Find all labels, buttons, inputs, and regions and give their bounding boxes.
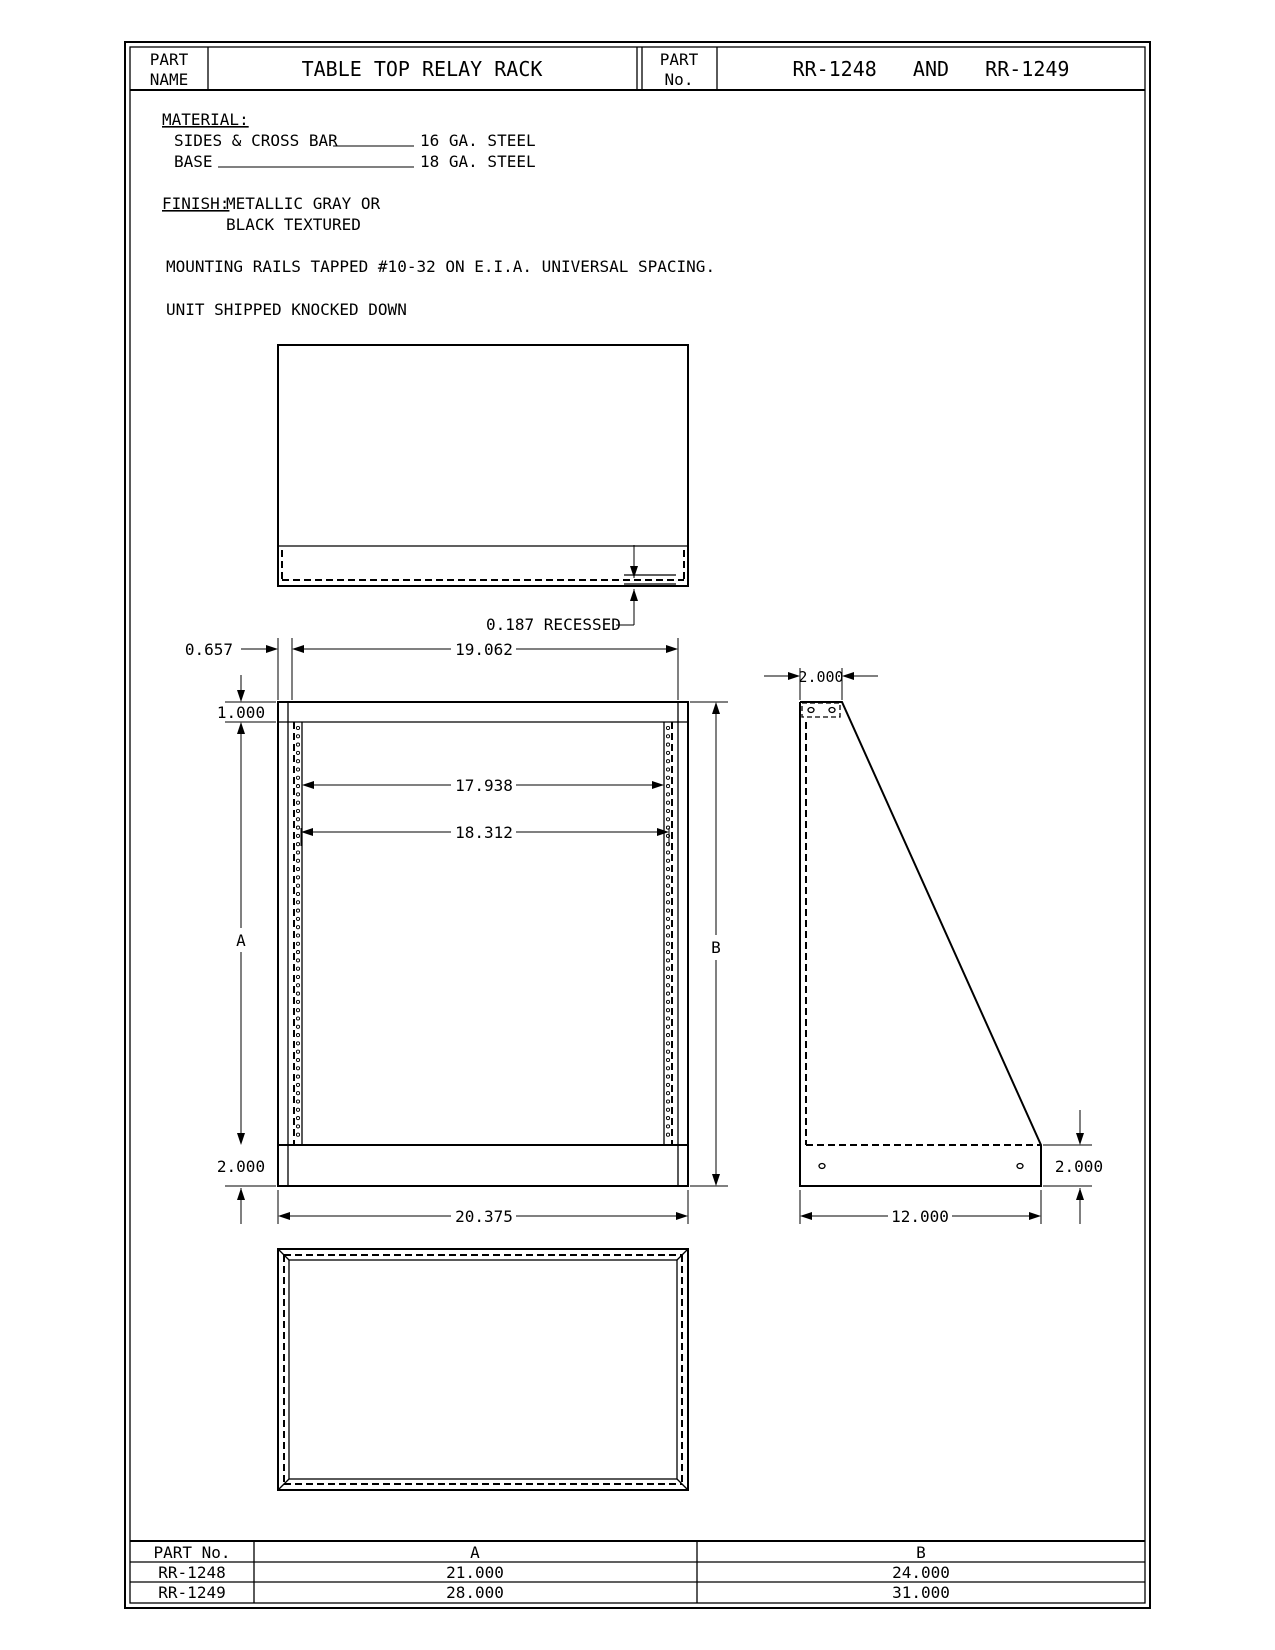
rail-hole [296, 776, 299, 779]
rail-hole [296, 1042, 299, 1045]
rail-hole [296, 809, 299, 812]
rail-hole [666, 809, 669, 812]
rail-hole [296, 735, 299, 738]
rail-hole [666, 884, 669, 887]
rail-hole [666, 859, 669, 862]
title-block [130, 47, 1145, 90]
table-row-1-b: 24.000 [892, 1563, 950, 1582]
rail-hole [296, 959, 299, 962]
rail-hole [296, 751, 299, 754]
rail-hole [296, 826, 299, 829]
rail-hole [296, 1100, 299, 1103]
rail-hole [296, 942, 299, 945]
side-view [764, 668, 1103, 1226]
top-view [278, 345, 688, 634]
rail-hole [666, 1092, 669, 1095]
rail-center-dimension: 18.312 [455, 823, 513, 842]
side-bottom-height-dimension: 2.000 [1054, 1157, 1104, 1176]
rail-hole [296, 1000, 299, 1003]
table-row-2-part: RR-1249 [158, 1583, 226, 1602]
rail-hole [296, 1034, 299, 1037]
rail-hole [296, 768, 299, 771]
part-no-label-2: No. [664, 70, 694, 89]
material-value-1: 16 GA. STEEL [420, 131, 536, 150]
inner-border [130, 47, 1145, 1603]
rail-hole [296, 785, 299, 788]
rail-hole [666, 726, 669, 729]
rail-hole [666, 793, 669, 796]
rail-hole [666, 934, 669, 937]
rail-hole [666, 901, 669, 904]
material-item-1: SIDES & CROSS BAR [174, 131, 338, 150]
rail-hole [666, 1025, 669, 1028]
rail-hole [666, 851, 669, 854]
top-width-dimension: 19.062 [455, 640, 513, 659]
part-name-label-2: NAME [149, 70, 189, 89]
rail-hole [296, 1009, 299, 1012]
rail-hole [666, 735, 669, 738]
rail-hole [296, 1058, 299, 1061]
rail-hole [666, 743, 669, 746]
table-header-b: B [916, 1543, 926, 1562]
offset-dimension: 0.657 [184, 640, 233, 659]
bottom-height-dimension: 2.000 [216, 1157, 266, 1176]
rail-hole [666, 1125, 669, 1128]
side-depth-dimension: 12.000 [891, 1207, 949, 1226]
rail-hole [296, 726, 299, 729]
rail-hole [296, 975, 299, 978]
table-row-1-a: 21.000 [446, 1563, 504, 1582]
rail-hole [296, 1117, 299, 1120]
rail-hole [666, 909, 669, 912]
rail-hole [666, 967, 669, 970]
rail-hole [296, 818, 299, 821]
rail-hole [666, 1058, 669, 1061]
rail-hole [666, 892, 669, 895]
rail-hole [666, 992, 669, 995]
rail-hole [296, 934, 299, 937]
finish-line-2: BLACK TEXTURED [226, 215, 361, 234]
mounting-note: MOUNTING RAILS TAPPED #10-32 ON E.I.A. UNIVERSAL SPACING. [166, 257, 716, 276]
rail-hole [666, 1050, 669, 1053]
rail-hole [666, 942, 669, 945]
rail-hole [296, 851, 299, 854]
rail-hole [296, 1083, 299, 1086]
shipping-note: UNIT SHIPPED KNOCKED DOWN [166, 300, 407, 319]
rail-hole [296, 967, 299, 970]
rail-hole [666, 1042, 669, 1045]
rail-hole [296, 1050, 299, 1053]
material-value-2: 18 GA. STEEL [420, 152, 536, 171]
rail-hole [666, 1067, 669, 1070]
bottom-view [278, 1249, 688, 1490]
rail-hole [666, 818, 669, 821]
table-row-2-a: 28.000 [446, 1583, 504, 1602]
rail-hole [296, 834, 299, 837]
left-rail-holes [296, 726, 299, 1136]
rail-hole [296, 901, 299, 904]
rail-hole [666, 1108, 669, 1111]
rail-hole [666, 785, 669, 788]
rail-inner-dimension: 17.938 [455, 776, 513, 795]
rail-hole [296, 1133, 299, 1136]
rail-hole [296, 1092, 299, 1095]
top-height-dimension: 1.000 [216, 703, 266, 722]
recessed-dimension: 0.187 RECESSED [486, 615, 621, 634]
rail-hole [296, 743, 299, 746]
rail-hole [296, 801, 299, 804]
rail-hole [296, 843, 299, 846]
rail-hole [666, 1083, 669, 1086]
part-no-label-1: PART [659, 50, 699, 69]
rail-hole [296, 1025, 299, 1028]
side-top-dimension: 2.000 [798, 668, 844, 686]
height-b-dimension: B [711, 938, 721, 957]
rail-hole [296, 951, 299, 954]
table-header-part-no: PART No. [153, 1543, 231, 1562]
finish-line-1: METALLIC GRAY OR [226, 194, 381, 213]
rail-hole [666, 959, 669, 962]
front-view [185, 638, 728, 1226]
rail-hole [296, 1108, 299, 1111]
table-row-1-part: RR-1248 [158, 1563, 226, 1582]
rail-hole [666, 1009, 669, 1012]
part-table [130, 1541, 1145, 1603]
part-numbers: RR-1248 AND RR-1249 [792, 57, 1070, 81]
rail-hole [296, 992, 299, 995]
height-a-dimension: A [236, 931, 246, 950]
rail-hole [666, 1133, 669, 1136]
rail-hole [666, 776, 669, 779]
rail-hole [666, 1075, 669, 1078]
rail-hole [666, 951, 669, 954]
rail-hole [296, 1075, 299, 1078]
finish-heading: FINISH: [162, 194, 230, 213]
rail-hole [296, 892, 299, 895]
rail-hole [296, 917, 299, 920]
rail-hole [296, 760, 299, 763]
rail-hole [666, 1117, 669, 1120]
rail-hole [666, 868, 669, 871]
rail-hole [666, 917, 669, 920]
table-header-a: A [470, 1543, 480, 1562]
rail-hole [296, 859, 299, 862]
table-row-2-b: 31.000 [892, 1583, 950, 1602]
rail-hole [296, 1067, 299, 1070]
rail-hole [296, 884, 299, 887]
rail-hole [296, 1017, 299, 1020]
rail-hole [666, 975, 669, 978]
rail-hole [296, 909, 299, 912]
rail-hole [296, 876, 299, 879]
rail-hole [666, 751, 669, 754]
rail-hole [296, 984, 299, 987]
right-rail-holes [666, 726, 669, 1136]
rail-hole [666, 1000, 669, 1003]
rail-hole [666, 984, 669, 987]
part-name: TABLE TOP RELAY RACK [301, 57, 543, 81]
notes [162, 110, 715, 319]
rail-hole [666, 926, 669, 929]
rail-hole [666, 760, 669, 763]
rail-hole [666, 876, 669, 879]
rail-hole [296, 1125, 299, 1128]
rail-hole [666, 801, 669, 804]
rail-hole [296, 926, 299, 929]
material-item-2: BASE [174, 152, 213, 171]
rail-hole [666, 1017, 669, 1020]
material-heading: MATERIAL: [162, 110, 249, 129]
rail-hole [666, 1100, 669, 1103]
rail-hole [666, 1034, 669, 1037]
part-name-label-1: PART [149, 50, 189, 69]
rail-hole [296, 868, 299, 871]
base-width-dimension: 20.375 [455, 1207, 513, 1226]
rail-hole [296, 793, 299, 796]
rail-hole [666, 768, 669, 771]
